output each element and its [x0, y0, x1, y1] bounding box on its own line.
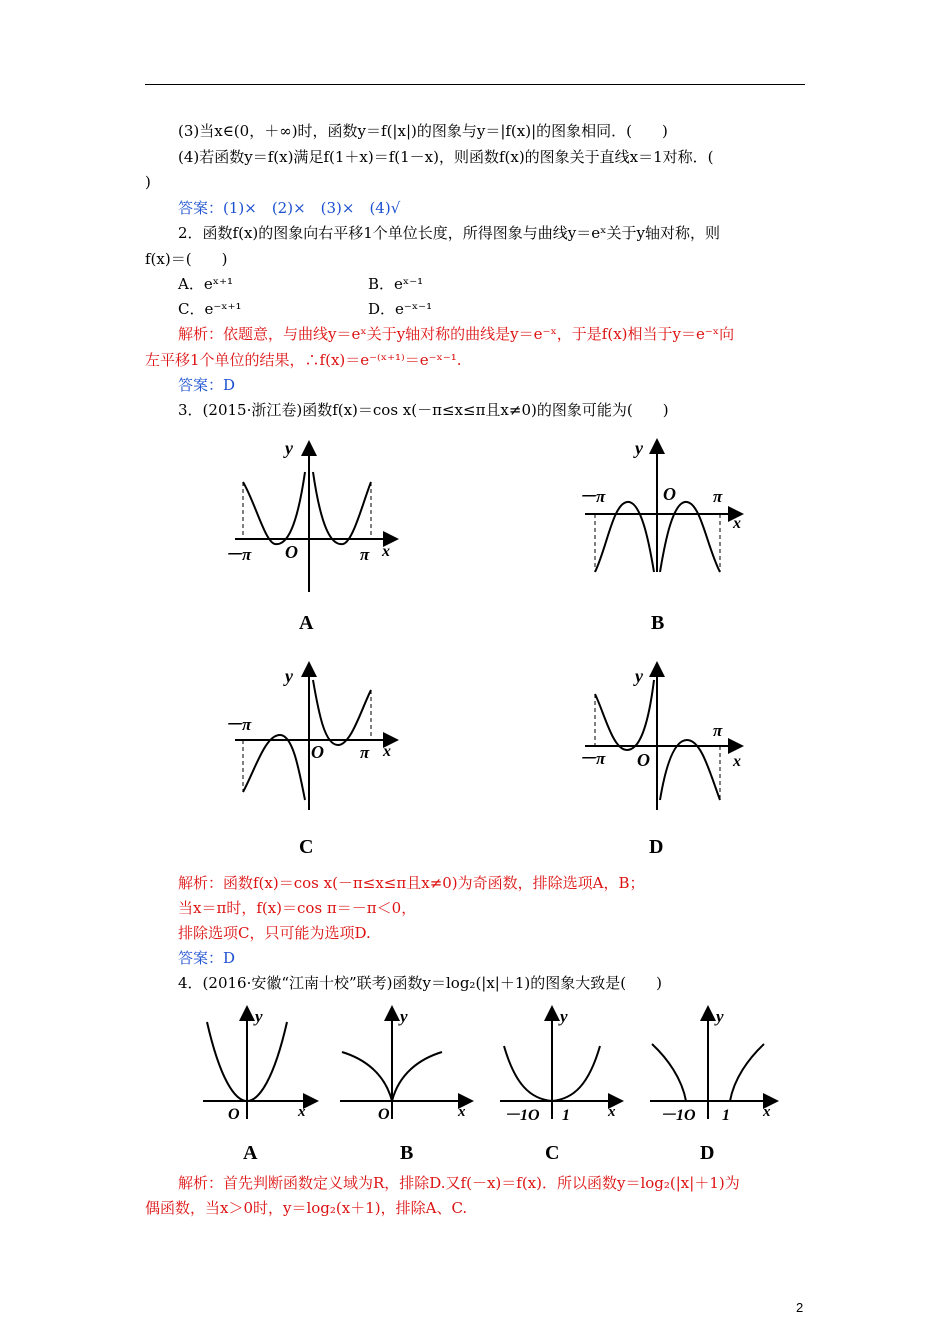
y-label: y	[285, 438, 293, 458]
question-4: 4．(2016·安徽“江南十校”联考)函数y＝log₂(|x|＋1)的图象大致是( )	[178, 974, 662, 992]
pi-label: π	[360, 545, 370, 564]
y-label: y	[285, 666, 293, 686]
x-label: x	[382, 543, 390, 560]
option-row	[145, 273, 843, 295]
graph-b	[340, 1007, 470, 1164]
graph-label: A	[243, 1142, 258, 1164]
y-label: y	[635, 438, 643, 458]
q4-figure	[195, 1004, 795, 1169]
x-label: x	[733, 753, 741, 770]
origin-label: O	[378, 1106, 390, 1123]
q3-figure	[225, 432, 765, 862]
text-line: (3)当x∈(0，＋∞)时，函数y＝f(|x|)的图象与y＝|f(x)|的图象相同．( )	[178, 122, 668, 140]
graph-label: D	[700, 1142, 715, 1164]
option-c: C．e⁻ˣ⁺¹	[178, 300, 242, 318]
y-label: y	[255, 1007, 263, 1026]
y-label: y	[400, 1007, 408, 1026]
option-b: B．eˣ⁻¹	[368, 275, 424, 293]
answer-line: 答案：D	[178, 949, 236, 967]
text-line: (4)若函数y＝f(x)满足f(1＋x)＝f(1－x)，则函数f(x)的图象关于直线x＝1对称．(	[178, 148, 714, 166]
origin-label: O	[228, 1106, 240, 1123]
pi-label: π	[713, 721, 723, 740]
graph-c	[225, 665, 395, 858]
x-label: x	[733, 515, 741, 532]
y-label: y	[635, 666, 643, 686]
pi-label: π	[360, 743, 370, 762]
graph-b	[579, 438, 741, 634]
x-label: x	[608, 1104, 616, 1120]
x-label: x	[383, 743, 391, 760]
answer-line: 答案：(1)× (2)× (3)× (4)√	[178, 199, 401, 217]
analysis-line: 当x＝π时，f(x)＝cos π＝－π＜0，	[178, 899, 417, 917]
neg-pi-label: －π	[225, 715, 252, 734]
x-label: x	[298, 1104, 306, 1120]
neg1-origin-label: －1O	[660, 1107, 696, 1124]
analysis-line: 解析：函数f(x)＝cos x(－π≤x≤π且x≠0)为奇函数，排除选项A，B；	[178, 874, 645, 892]
header-rule	[145, 84, 805, 85]
graph-a	[203, 1007, 315, 1164]
question-2: 2．函数f(x)的图象向右平移1个单位长度，所得图象与曲线y＝eˣ关于y轴对称，则	[178, 224, 720, 242]
option-d: D．e⁻ˣ⁻¹	[368, 300, 433, 318]
graph-label: A	[299, 612, 314, 634]
y-label: y	[560, 1007, 568, 1026]
graph-label: C	[299, 836, 314, 858]
graph-label: B	[651, 612, 665, 634]
neg-pi-label: －π	[579, 487, 606, 506]
graph-d	[579, 665, 741, 858]
graph-label: D	[649, 836, 664, 858]
analysis-line: 解析：依题意，与曲线y＝eˣ关于y轴对称的曲线是y＝e⁻ˣ，于是f(x)相当于y＝e⁻ˣ向	[178, 325, 735, 343]
graph-c	[500, 1007, 620, 1164]
analysis-line: 左平移1个单位的结果，∴f(x)＝e⁻⁽ˣ⁺¹⁾＝e⁻ˣ⁻¹.	[145, 351, 462, 369]
analysis-line: 偶函数，当x＞0时，y＝log₂(x＋1)，排除A、C.	[145, 1199, 468, 1217]
question-3: 3．(2015·浙江卷)函数f(x)＝cos x(－π≤x≤π且x≠0)的图象可能为( )	[178, 401, 669, 419]
page-number: 2	[796, 1300, 804, 1315]
x-label: x	[458, 1104, 466, 1120]
answer-line: 答案：D	[178, 376, 236, 394]
graph-label: C	[545, 1142, 560, 1164]
y-label: y	[716, 1007, 724, 1026]
neg-pi-label: －π	[579, 749, 606, 768]
origin-label: O	[663, 484, 676, 504]
origin-label: O	[311, 742, 324, 762]
x-label: x	[763, 1104, 771, 1120]
option-row	[145, 298, 843, 320]
neg1-origin-label: －1O	[504, 1107, 540, 1124]
analysis-line: 解析：首先判断函数定义域为R，排除D.又f(－x)＝f(x)．所以函数y＝log₂(|x|＋1)为	[178, 1174, 740, 1192]
origin-label: O	[637, 750, 650, 770]
one-label: 1	[722, 1107, 730, 1124]
pi-label: π	[713, 487, 723, 506]
analysis-line: 排除选项C，只可能为选项D.	[178, 924, 371, 942]
one-label: 1	[562, 1107, 570, 1124]
text-line: )	[145, 173, 151, 191]
graph-d	[650, 1007, 775, 1164]
neg-pi-label: －π	[225, 545, 252, 564]
graph-a	[225, 438, 395, 634]
text-line: f(x)＝( )	[145, 250, 228, 268]
option-a: A．eˣ⁺¹	[178, 275, 233, 293]
graph-label: B	[400, 1142, 414, 1164]
origin-label: O	[285, 542, 298, 562]
